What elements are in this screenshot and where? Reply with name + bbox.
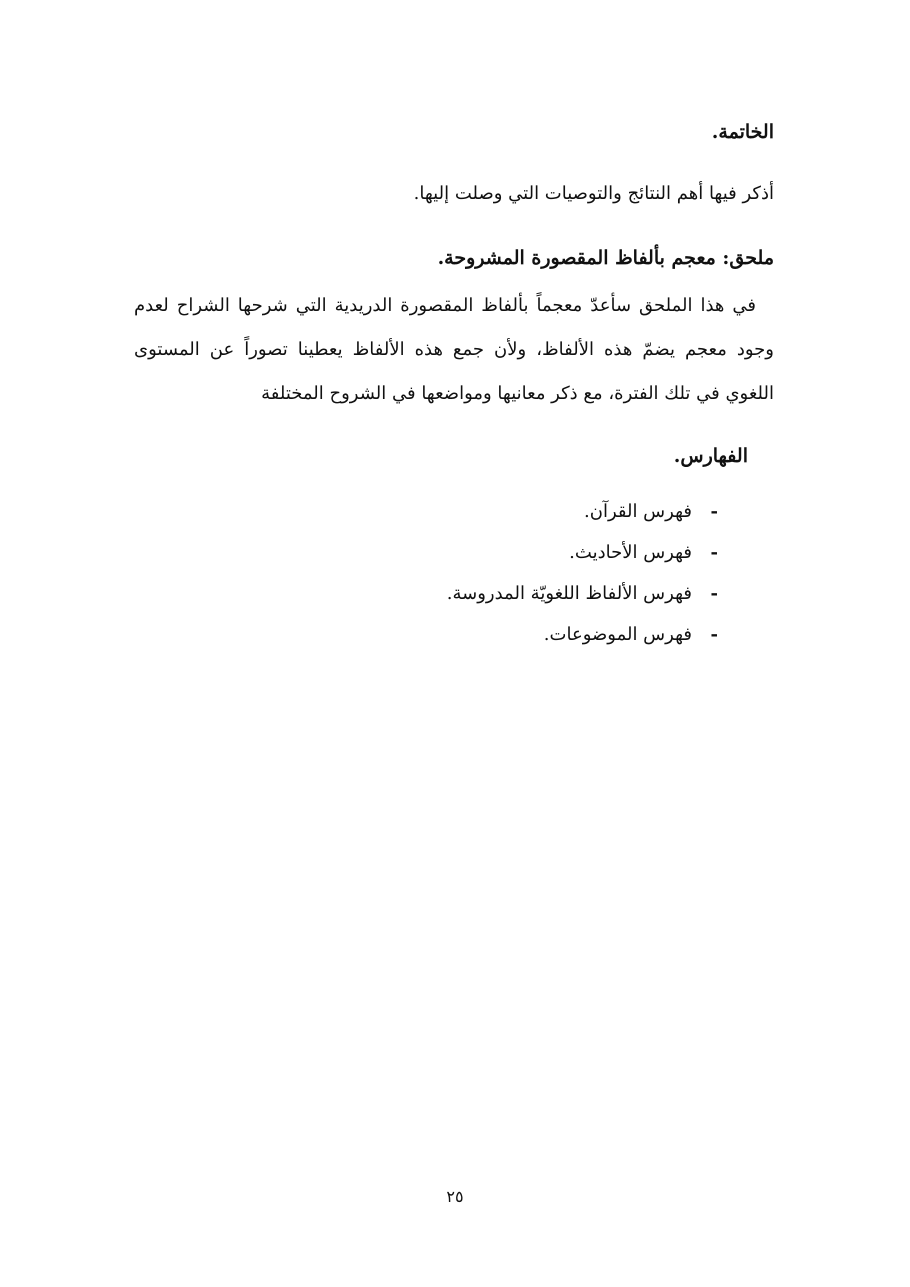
index-hadiths: فهرس الأحاديث.: [569, 542, 692, 563]
conclusion-heading: الخاتمة.: [711, 121, 774, 143]
indexes-list: [447, 498, 718, 662]
indexes-heading: الفهارس.: [673, 445, 748, 467]
index-quran: فهرس القرآن.: [584, 501, 692, 522]
list-item: [447, 580, 718, 621]
index-topics: فهرس الموضوعات.: [543, 624, 692, 645]
bullet-dash: -: [710, 583, 718, 604]
index-vocabulary: فهرس الألفاظ اللغويّة المدروسة.: [446, 583, 692, 604]
bullet-dash: -: [710, 542, 718, 563]
page-number: ٢٥: [446, 1187, 464, 1206]
appendix-heading: ملحق: معجم بألفاظ المقصورة المشروحة.: [437, 247, 774, 269]
bullet-dash: -: [710, 624, 718, 645]
appendix-paragraph: في هذا الملحق سأعدّ معجماً بألفاظ المقصورة الدريدية التي شرحها الشراح لعدم وجود معجم يضمّ هذه الألفاظ، ولأن جمع هذه الألفاظ يعطينا تصوراً عن المستوى اللغوي في تلك الفترة، مع ذكر معانيها ومواضعها في الشروح المختلفة: [134, 295, 774, 404]
list-item: [447, 498, 718, 539]
bullet-dash: -: [710, 501, 718, 522]
conclusion-text: أذكر فيها أهم النتائج والتوصيات التي وصلت إليها.: [413, 183, 774, 204]
list-item: [447, 539, 718, 580]
list-item: [447, 621, 718, 662]
